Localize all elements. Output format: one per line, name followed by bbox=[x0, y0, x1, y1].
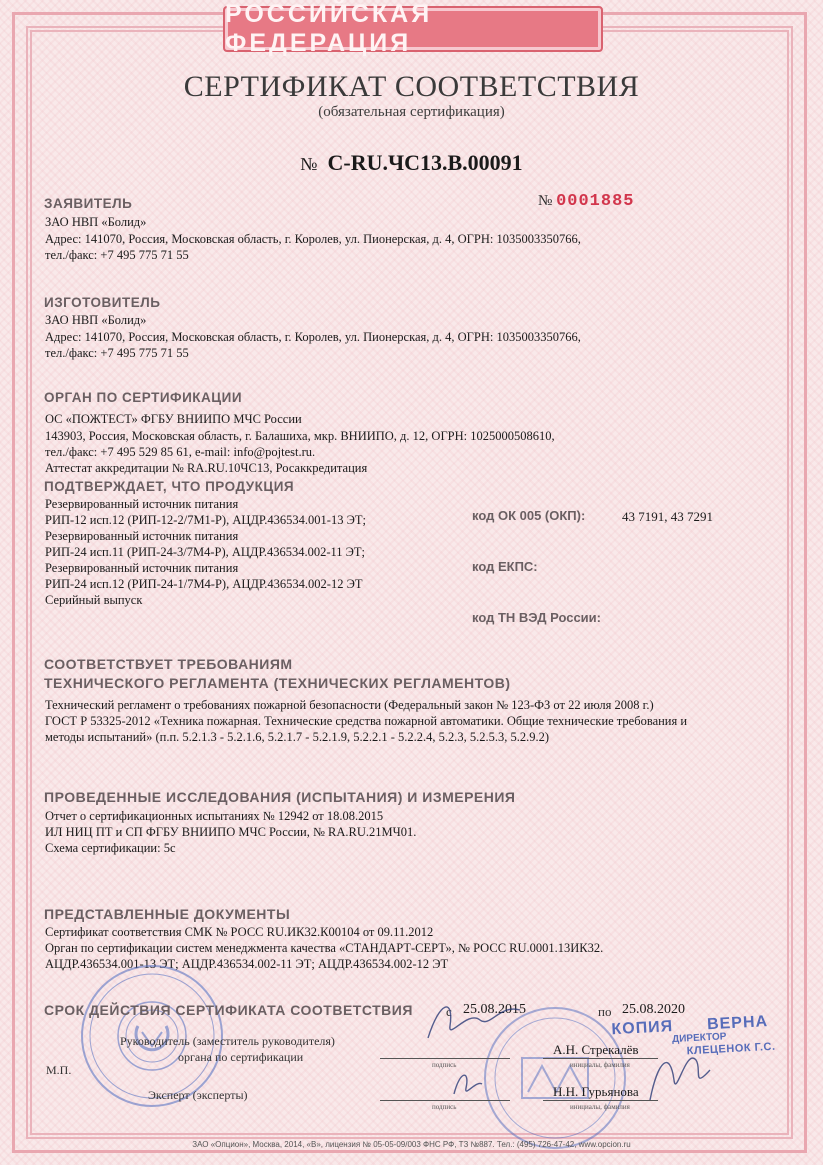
requirement-line: Технический регламент о требованиях пожарной безопасности (Федеральный закон № 123-ФЗ от 22 июля 2008 г.) bbox=[45, 698, 654, 712]
valid-to-date: 25.08.2020 bbox=[622, 1002, 685, 1017]
documents-line: Орган по сертификации систем менеджмента качества «СТАНДАРТ-СЕРТ», № РОСС RU.0001.13ИК32. bbox=[45, 941, 604, 955]
head-signature-line bbox=[380, 1058, 510, 1059]
head-signature-label: Руководитель (заместитель руководителя) bbox=[120, 1034, 335, 1048]
certification-body-contacts: тел./факс: +7 495 529 85 61, e-mail: info@pojtest.ru. bbox=[45, 445, 316, 459]
documents-line: АЦДР.436534.001-13 ЭТ; АЦДР.436534.002-11 ЭТ; АЦДР.436534.002-12 ЭТ bbox=[45, 957, 449, 971]
okp-code-value: 43 7191, 43 7291 bbox=[622, 509, 713, 524]
head-signature-icon bbox=[420, 990, 530, 1050]
copy-stamp-copy: КОПИЯ bbox=[611, 1018, 674, 1039]
tests-line: Схема сертификации: 5с bbox=[45, 841, 176, 855]
expert-name-caption: инициалы, фамилия bbox=[570, 1103, 630, 1111]
requirement-line: методы испытаний» (п.п. 5.2.1.3 - 5.2.1.6, 5.2.1.7 - 5.2.1.9, 5.2.2.1 - 5.2.2.4, 5.2.3, 5.2.5.3, 5.2.9.2) bbox=[45, 730, 550, 744]
expert-name: Н.Н. Гурьянова bbox=[553, 1084, 639, 1099]
expert-signature-label: Эксперт (эксперты) bbox=[148, 1088, 248, 1102]
requirement-line: ГОСТ Р 53325-2012 «Техника пожарная. Технические средства пожарной автоматики. Общие технические требования и bbox=[45, 714, 688, 728]
manufacturer-heading: ИЗГОТОВИТЕЛЬ bbox=[44, 295, 161, 310]
applicant-heading: ЗАЯВИТЕЛЬ bbox=[44, 196, 133, 211]
valid-from-prefix: с bbox=[446, 1004, 452, 1019]
head-name-caption: инициалы, фамилия bbox=[570, 1061, 630, 1069]
tests-line: Отчет о сертификационных испытаниях № 12942 от 18.08.2015 bbox=[45, 809, 384, 823]
certification-body-heading: ОРГАН ПО СЕРТИФИКАЦИИ bbox=[44, 390, 243, 405]
applicant-address: Адрес: 141070, Россия, Московская область, г. Королев, ул. Пионерская, д. 4, ОГРН: 1035003350766, bbox=[45, 232, 581, 246]
product-line: Резервированный источник питания bbox=[45, 529, 239, 543]
blank-number-sign: № bbox=[538, 193, 553, 209]
applicant-phone: тел./факс: +7 495 775 71 55 bbox=[45, 248, 189, 262]
manufacturer-name: ЗАО НВП «Болид» bbox=[45, 313, 147, 327]
tests-heading: ПРОВЕДЕННЫЕ ИССЛЕДОВАНИЯ (ИСПЫТАНИЯ) И ИЗМЕРЕНИЯ bbox=[44, 789, 516, 805]
product-heading: ПОДТВЕРЖДАЕТ, ЧТО ПРОДУКЦИЯ bbox=[44, 479, 295, 494]
manufacturer-phone: тел./факс: +7 495 775 71 55 bbox=[45, 346, 189, 360]
number-sign: № bbox=[300, 154, 318, 174]
head-signature-caption: подпись bbox=[432, 1061, 457, 1069]
certificate-number bbox=[0, 150, 823, 176]
tests-line: ИЛ НИЦ ПТ и СП ФГБУ ВНИИПО МЧС России, № RA.RU.21МЧ01. bbox=[45, 825, 417, 839]
documents-line: Сертификат соответствия СМК № РОСС RU.ИК32.К00104 от 09.11.2012 bbox=[45, 925, 434, 939]
copy-stamp-position: ДИРЕКТОР bbox=[671, 1031, 727, 1046]
product-line: Резервированный источник питания bbox=[45, 497, 239, 511]
expert-signature-caption: подпись bbox=[432, 1103, 457, 1111]
documents-heading: ПРЕДСТАВЛЕННЫЕ ДОКУМЕНТЫ bbox=[44, 906, 291, 922]
validity-label: СРОК ДЕЙСТВИЯ СЕРТИФИКАТА СООТВЕТСТВИЯ bbox=[44, 1002, 413, 1018]
blank-number-value: 0001885 bbox=[556, 192, 635, 211]
document-subtitle: (обязательная сертификация) bbox=[318, 104, 505, 120]
banner-text: РОССИЙСКАЯ ФЕДЕРАЦИЯ bbox=[225, 0, 433, 57]
blank-number bbox=[538, 192, 634, 211]
country-banner bbox=[223, 0, 603, 57]
expert-signature-line bbox=[380, 1100, 510, 1101]
expert-initial-signature-icon bbox=[448, 1064, 488, 1104]
manufacturer-address: Адрес: 141070, Россия, Московская область, г. Королев, ул. Пионерская, д. 4, ОГРН: 1035003350766, bbox=[45, 330, 581, 344]
printer-footer: ЗАО «Опцион», Москва, 2014, «В», лицензия № 05-05-09/003 ФНС РФ, ТЗ №887. Тел.: (495) 726-47-42, www.opcion.ru bbox=[192, 1140, 631, 1149]
certification-body-address: 143903, Россия, Московская область, г. Балашиха, мкр. ВНИИПО, д. 12, ОГРН: 1025000508610, bbox=[45, 429, 555, 443]
product-line: РИП-24 исп.12 (РИП-24-1/7М4-Р), АЦДР.436534.002-12 ЭТ bbox=[45, 577, 363, 591]
certification-body-name: ОС «ПОЖТЕСТ» ФГБУ ВНИИПО МЧС России bbox=[45, 412, 302, 426]
regulations-heading: ТЕХНИЧЕСКОГО РЕГЛАМЕНТА (ТЕХНИЧЕСКИХ РЕГЛАМЕНТОВ) bbox=[44, 675, 511, 691]
tnved-code-label: код ТН ВЭД России: bbox=[472, 610, 601, 625]
product-line: Резервированный источник питания bbox=[45, 561, 239, 575]
accreditation-line: Аттестат аккредитации № RA.RU.10ЧС13, Росаккредитация bbox=[45, 461, 368, 475]
copy-stamp-person: КЛЕЦЕНОК Г.С. bbox=[686, 1040, 776, 1058]
seal-place-label: М.П. bbox=[46, 1063, 72, 1077]
ekps-code-label: код ЕКПС: bbox=[472, 559, 538, 574]
applicant-name: ЗАО НВП «Болид» bbox=[45, 215, 147, 229]
product-line: РИП-12 исп.12 (РИП-12-2/7М1-Р), АЦДР.436534.001-13 ЭТ; bbox=[45, 513, 366, 527]
document-title: СЕРТИФИКАТ СООТВЕТСТВИЯ bbox=[183, 70, 640, 103]
head-name: А.Н. Стрекалёв bbox=[553, 1042, 639, 1057]
product-line: РИП-24 исп.11 (РИП-24-3/7М4-Р), АЦДР.436534.002-11 ЭТ; bbox=[45, 545, 366, 559]
product-line: Серийный выпуск bbox=[45, 593, 143, 607]
okp-code-label: код ОК 005 (ОКП): bbox=[472, 508, 586, 523]
requirements-heading: СООТВЕТСТВУЕТ ТРЕБОВАНИЯМ bbox=[44, 656, 293, 672]
copy-stamp-true: ВЕРНА bbox=[706, 1013, 769, 1034]
valid-to-prefix: по bbox=[598, 1004, 612, 1019]
certificate-number-value: С-RU.ЧС13.В.00091 bbox=[327, 150, 523, 175]
valid-from-date: 25.08.2015 bbox=[463, 1002, 526, 1017]
head-signature-sublabel: органа по сертификации bbox=[178, 1050, 304, 1064]
